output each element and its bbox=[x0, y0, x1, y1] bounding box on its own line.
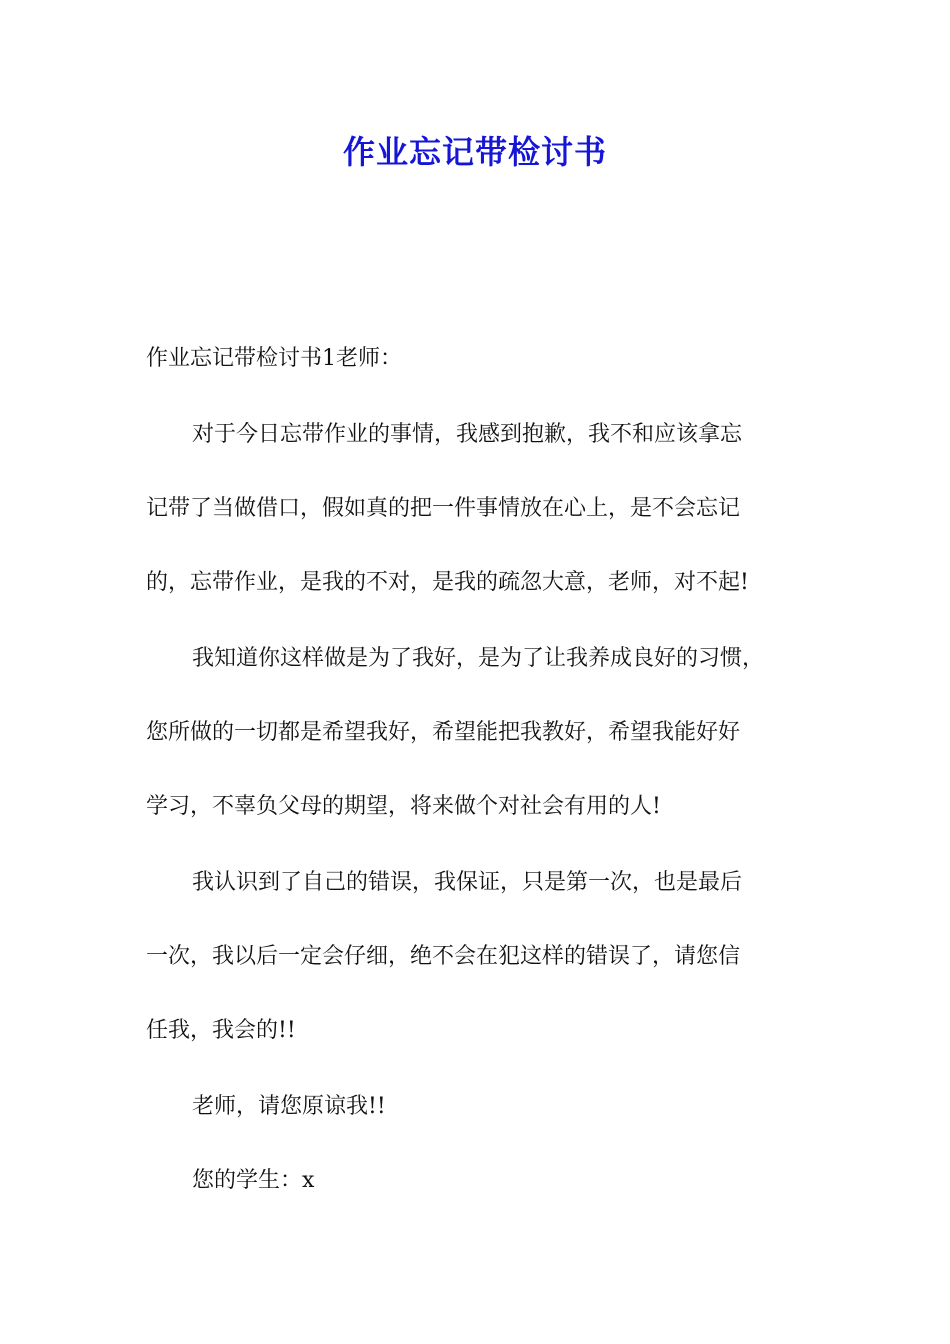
body-line: 您所做的一切都是希望我好，希望能把我教好，希望我能好好 bbox=[146, 720, 741, 745]
signature-line: 您的学生：x bbox=[192, 1168, 315, 1193]
body-line: 任我，我会的!! bbox=[146, 1018, 296, 1043]
body-line: 我认识到了自己的错误，我保证，只是第一次，也是最后 bbox=[192, 870, 743, 895]
salutation-line: 作业忘记带检讨书1老师： bbox=[146, 346, 402, 371]
document-title: 作业忘记带检讨书 bbox=[342, 133, 607, 171]
closing-line: 老师，请您原谅我!! bbox=[192, 1094, 386, 1119]
body-line: 的，忘带作业，是我的不对，是我的疏忽大意，老师，对不起! bbox=[146, 570, 749, 595]
body-line: 学习，不辜负父母的期望，将来做个对社会有用的人! bbox=[146, 794, 661, 819]
body-line: 记带了当做借口，假如真的把一件事情放在心上，是不会忘记 bbox=[146, 496, 741, 521]
body-line: 一次，我以后一定会仔细，绝不会在犯这样的错误了，请您信 bbox=[146, 944, 741, 969]
body-line: 我知道你这样做是为了我好，是为了让我养成良好的习惯， bbox=[192, 646, 765, 671]
body-line: 对于今日忘带作业的事情，我感到抱歉，我不和应该拿忘 bbox=[192, 422, 743, 447]
